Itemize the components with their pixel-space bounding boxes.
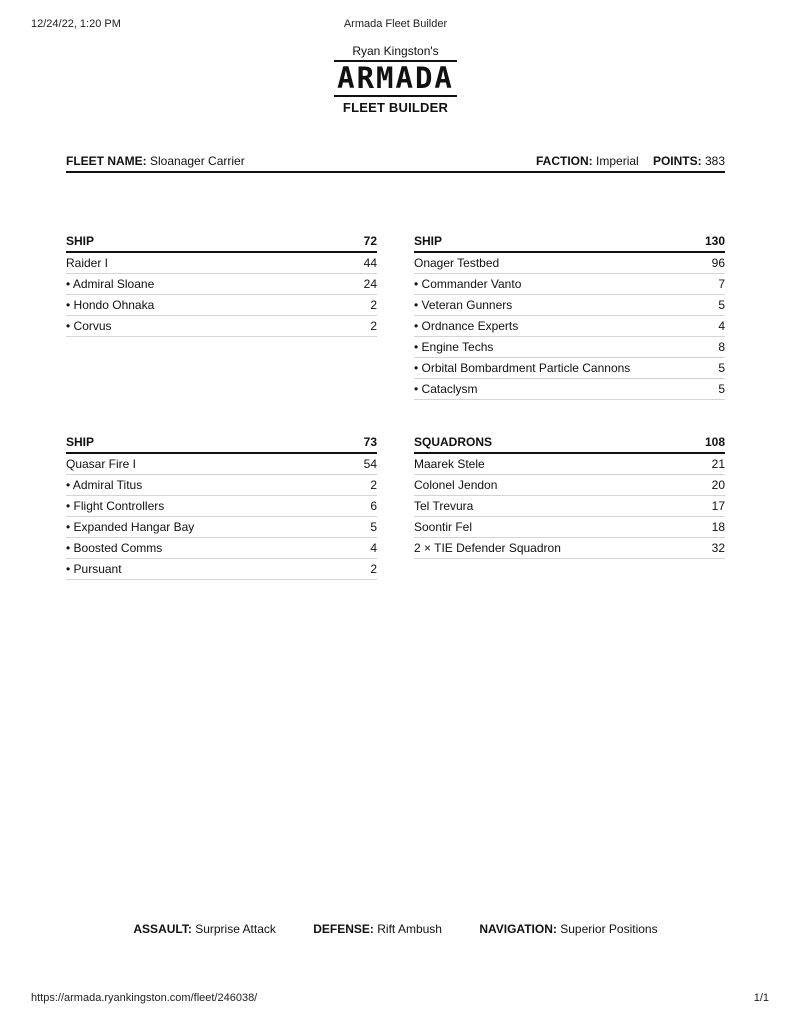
item-points: 8 <box>718 340 725 354</box>
list-item <box>414 253 725 274</box>
list-item <box>414 475 725 496</box>
item-name: • Flight Controllers <box>66 499 165 513</box>
item-name: Quasar Fire I <box>66 457 137 471</box>
item-name: • Pursuant <box>66 562 122 576</box>
item-name: • Engine Techs <box>414 340 494 354</box>
objective-assault <box>133 922 276 936</box>
card-header-label: SHIP <box>66 234 95 248</box>
item-points: 2 <box>370 298 377 312</box>
fleet-summary <box>66 154 725 173</box>
item-points: 2 <box>370 562 377 576</box>
item-name: • Boosted Comms <box>66 541 163 555</box>
fleet-name-value: Sloanager Carrier <box>150 154 245 168</box>
item-name: • Corvus <box>66 319 112 333</box>
item-points: 5 <box>718 361 725 375</box>
item-points: 96 <box>711 256 725 270</box>
objective-assault-label: ASSAULT: <box>133 922 192 936</box>
item-points: 4 <box>370 541 377 555</box>
item-name: • Cataclysm <box>414 382 478 396</box>
list-item <box>66 253 377 274</box>
list-item <box>66 559 377 580</box>
item-points: 17 <box>711 499 725 513</box>
card-header <box>414 433 725 454</box>
brand-subtitle: FLEET BUILDER <box>342 100 449 115</box>
item-name: Colonel Jendon <box>414 478 498 492</box>
item-points: 54 <box>363 457 377 471</box>
brand-title-box <box>334 60 457 97</box>
item-name: • Expanded Hangar Bay <box>66 520 195 534</box>
list-item <box>66 295 377 316</box>
item-points: 6 <box>370 499 377 513</box>
list-item <box>414 316 725 337</box>
item-points: 7 <box>718 277 725 291</box>
item-points: 2 <box>370 319 377 333</box>
fleet-points-label: POINTS: <box>652 154 702 168</box>
item-name: • Veteran Gunners <box>414 298 513 312</box>
list-item <box>414 379 725 400</box>
list-item <box>414 517 725 538</box>
item-points: 21 <box>711 457 725 471</box>
list-item <box>414 337 725 358</box>
item-name: • Orbital Bombardment Particle Cannons <box>414 361 631 375</box>
brand-logo <box>0 44 791 115</box>
card-header-label: SHIP <box>414 234 443 248</box>
list-item <box>414 358 725 379</box>
list-item <box>66 316 377 337</box>
item-name: Maarek Stele <box>414 457 485 471</box>
list-item <box>66 496 377 517</box>
item-name: • Admiral Titus <box>66 478 143 492</box>
item-name: • Commander Vanto <box>414 277 522 291</box>
print-page-count: 1/1 <box>753 992 769 1004</box>
fleet-faction-label: FACTION: <box>536 154 593 168</box>
fleet-name <box>66 154 245 168</box>
item-name: 2 × TIE Defender Squadron <box>414 541 561 555</box>
ship-card <box>66 232 377 337</box>
card-header-total: 73 <box>363 435 377 449</box>
item-name: Onager Testbed <box>414 256 500 270</box>
objective-navigation-value: Superior Positions <box>560 922 658 936</box>
card-header-total: 130 <box>704 234 725 248</box>
item-points: 44 <box>363 256 377 270</box>
item-points: 20 <box>711 478 725 492</box>
ship-card <box>66 433 377 580</box>
card-header <box>66 232 377 253</box>
print-header <box>0 18 791 32</box>
objective-defense-label: DEFENSE: <box>313 922 374 936</box>
list-item <box>66 538 377 559</box>
item-points: 5 <box>370 520 377 534</box>
objective-assault-value: Surprise Attack <box>195 922 276 936</box>
item-name: • Hondo Ohnaka <box>66 298 155 312</box>
card-header-total: 108 <box>704 435 725 449</box>
list-item <box>66 475 377 496</box>
print-datetime: 12/24/22, 1:20 PM <box>31 18 121 30</box>
objectives <box>0 922 791 936</box>
list-item <box>66 454 377 475</box>
objective-navigation <box>479 922 657 936</box>
fleet-points <box>653 154 725 168</box>
card-header-label: SQUADRONS <box>414 435 493 449</box>
item-name: Raider I <box>66 256 109 270</box>
ship-card <box>414 232 725 400</box>
item-points: 2 <box>370 478 377 492</box>
objective-navigation-label: NAVIGATION: <box>479 922 557 936</box>
item-name: Tel Trevura <box>414 499 474 513</box>
print-url: https://armada.ryankingston.com/fleet/246038/ <box>31 992 258 1004</box>
fleet-points-value: 383 <box>704 154 725 168</box>
fleet-name-label: FLEET NAME: <box>66 154 147 168</box>
list-item <box>414 454 725 475</box>
fleet-faction-value: Imperial <box>596 154 639 168</box>
list-item <box>414 295 725 316</box>
list-item <box>414 274 725 295</box>
brand-byline: Ryan Kingston's <box>352 44 439 58</box>
card-header <box>66 433 377 454</box>
item-points: 32 <box>711 541 725 555</box>
list-item <box>66 274 377 295</box>
card-header <box>414 232 725 253</box>
item-points: 5 <box>718 382 725 396</box>
list-item <box>414 538 725 559</box>
item-name: • Ordnance Experts <box>414 319 519 333</box>
brand-title: ARMADA <box>337 61 454 95</box>
item-points: 18 <box>711 520 725 534</box>
print-footer <box>0 992 791 1006</box>
card-header-label: SHIP <box>66 435 95 449</box>
objective-defense-value: Rift Ambush <box>377 922 442 936</box>
squadrons-card <box>414 433 725 559</box>
fleet-faction <box>536 154 639 168</box>
print-page-title: Armada Fleet Builder <box>343 18 448 30</box>
objective-defense <box>313 922 442 936</box>
item-name: Soontir Fel <box>414 520 473 534</box>
item-points: 24 <box>363 277 377 291</box>
item-points: 4 <box>718 319 725 333</box>
item-points: 5 <box>718 298 725 312</box>
list-item <box>414 496 725 517</box>
card-header-total: 72 <box>363 234 377 248</box>
item-name: • Admiral Sloane <box>66 277 155 291</box>
list-item <box>66 517 377 538</box>
